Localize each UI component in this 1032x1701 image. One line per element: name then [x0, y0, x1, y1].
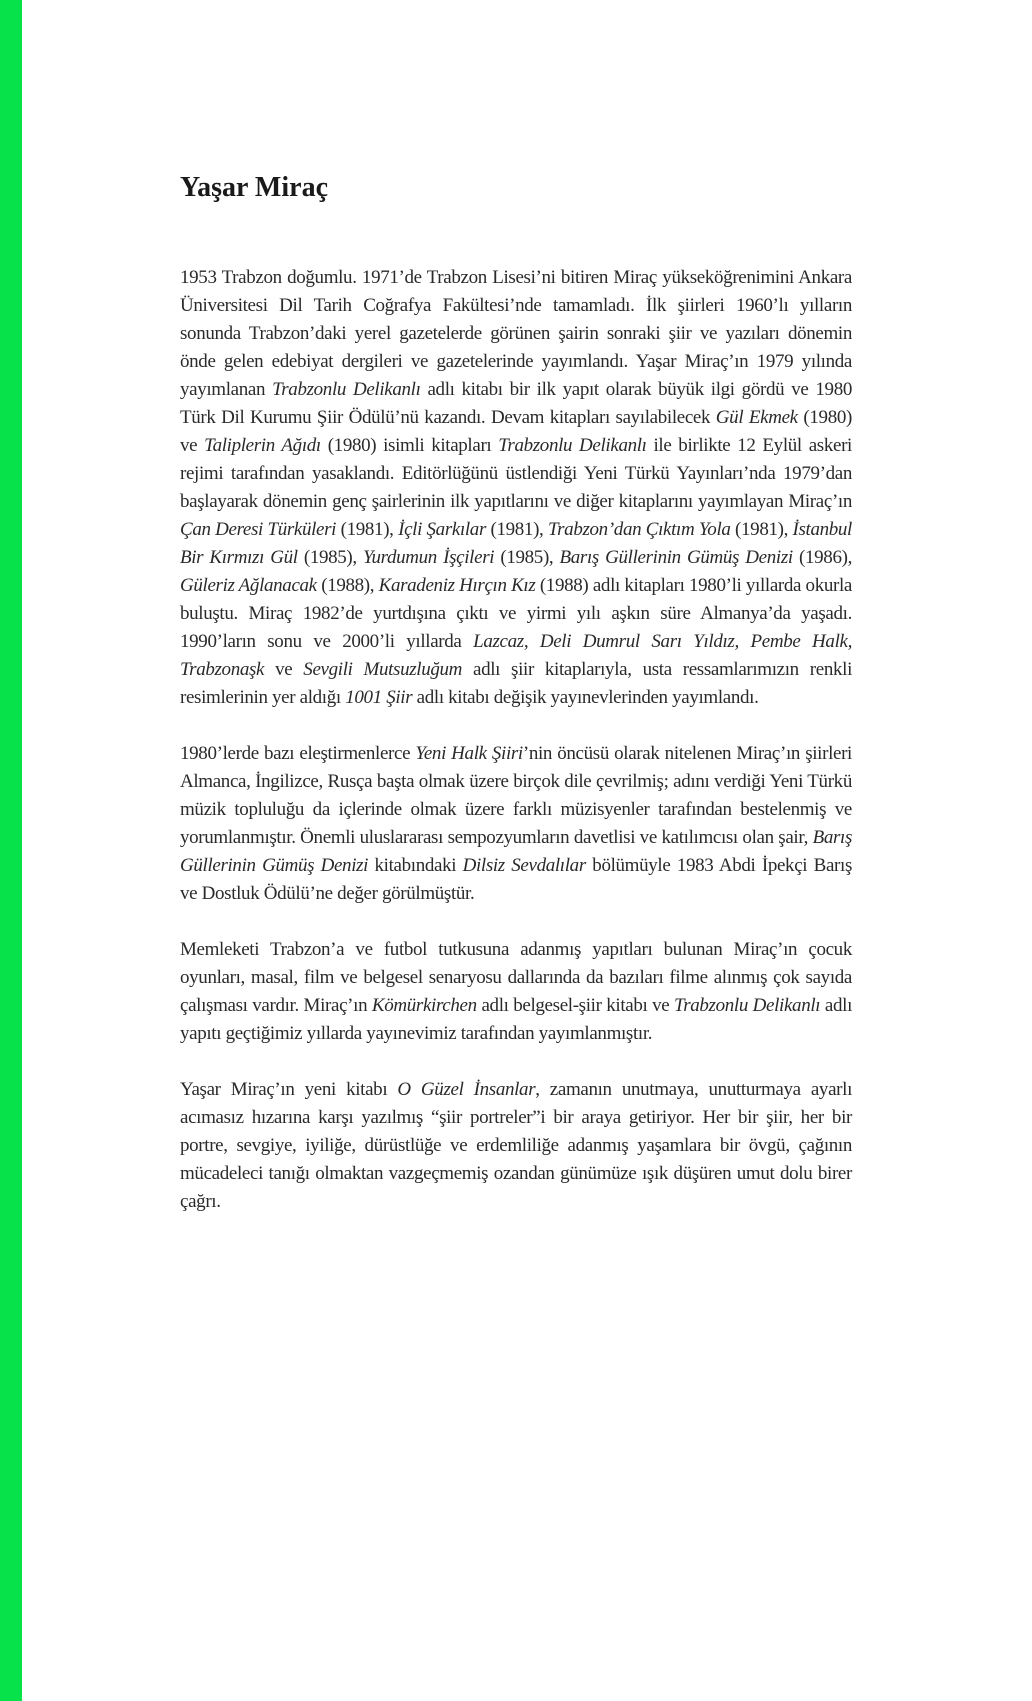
bio-paragraph-1	[180, 264, 852, 712]
author-name-heading: Yaşar Miraç	[180, 172, 328, 203]
book-title: Barış Güllerinin Gümüş Denizi	[559, 547, 793, 568]
book-title: Barış Güllerinin Gümüş Denizi	[180, 827, 852, 876]
text-run: adlı kitabı değişik yayınevlerinden yayımlandı.	[412, 687, 759, 708]
book-title: Yeni Halk Şiiri	[415, 743, 523, 764]
book-title: Taliplerin Ağıdı	[204, 435, 321, 456]
text-run: (1981),	[336, 519, 399, 540]
text-run: kitabındaki	[368, 855, 463, 876]
bio-paragraph-2	[180, 740, 852, 908]
author-bio-page	[180, 172, 852, 1244]
book-title: Yurdumun İşçileri	[363, 547, 495, 568]
book-title: Çan Deresi Türküleri	[180, 519, 337, 540]
bio-paragraph-4	[180, 1076, 852, 1216]
book-title: Trabzonlu Delikanlı	[674, 995, 821, 1016]
text-run: (1980) isimli kitapları	[320, 435, 499, 456]
biography-text	[180, 264, 852, 1216]
text-run: Memleketi Trabzon’a ve futbol tutkusuna adanmış yapıtları bulunan Miraç’ın çocuk oyunları, masal, film ve belgesel senaryosu dallarında da bazıları filme alınmış çok sayıda çalışması vardır. Miraç’ın	[180, 939, 852, 1016]
text-run: (1981),	[486, 519, 548, 540]
book-title: Güleriz Ağlanacak	[180, 575, 317, 596]
text-run: bölümüyle 1983 Abdi İpekçi Barış ve Dostluk Ödülü’ne değer görülmüştür.	[180, 855, 852, 904]
book-title: Lazcaz, Deli Dumrul Sarı Yıldız, Pembe Halk, Trabzonaşk	[180, 631, 852, 680]
book-title: İstanbul Bir Kırmızı Gül	[180, 519, 852, 568]
text-run: ’nin öncüsü olarak nitelenen Miraç’ın şiirleri Almanca, İngilizce, Rusça başta olmak üzere birçok dile çevrilmiş; adını verdiği Yeni Türkü müzik topluluğu da içlerinde olmak üzere farklı müzisyenler tarafından bestelenmiş ve yorumlanmıştır. Önemli uluslararası sempozyumların davetlisi ve katılımcısı olan şair,	[180, 743, 852, 848]
text-run: (1988) adlı kitapları 1980’li yıllarda okurla buluştu. Miraç 1982’de yurtdışına çıktı ve yirmi yılı aşkın süre Almanya’da yaşadı. 1990’ların sonu ve 2000’li yıllarda	[180, 575, 852, 652]
book-title: Trabzon’dan Çıktım Yola	[547, 519, 731, 540]
book-title: Karadeniz Hırçın Kız	[378, 575, 536, 596]
text-run: (1986),	[792, 547, 852, 568]
book-title: Kömürkirchen	[371, 995, 477, 1016]
green-page-edge	[0, 0, 22, 1701]
text-run: (1985),	[297, 547, 364, 568]
text-run: ile birlikte 12 Eylül askeri rejimi tarafından yasaklandı. Editörlüğünü üstlendiği Yeni Türkü Yayınları’nda 1979’dan başlayarak dönemin genç şairlerinin ilk yapıtlarını ve diğer kitaplarını yayımlayan Miraç’ın	[180, 435, 852, 512]
text-run: adlı belgesel-şiir kitabı ve	[476, 995, 675, 1016]
text-run: adlı yapıtı geçtiğimiz yıllarda yayınevimiz tarafından yayımlanmıştır.	[180, 995, 852, 1044]
text-run: (1988),	[316, 575, 379, 596]
book-title: Gül Ekmek	[715, 407, 798, 428]
book-title: 1001 Şiir	[345, 687, 413, 708]
text-run: (1981),	[730, 519, 793, 540]
text-run: (1985),	[494, 547, 560, 568]
book-title: Sevgili Mutsuzluğum	[303, 659, 463, 680]
text-run: 1980’lerde bazı eleştirmenlerce	[180, 743, 416, 764]
text-run: ve	[264, 659, 304, 680]
text-run: adlı şiir kitaplarıyla, usta ressamlarımızın renkli resimlerinin yer aldığı	[180, 659, 852, 708]
book-title: İçli Şarkılar	[398, 519, 486, 540]
text-run: , zamanın unutmaya, unutturmaya ayarlı acımasız hızarına karşı yazılmış “şiir portreler”i bir araya getiriyor. Her bir şiir, her bir portre, sevgiye, iyiliğe, dürüstlüğe ve erdemliliğe adanmış yaşamlara bir övgü, çağının mücadeleci tanığı olmaktan vazgeçmemiş ozandan günümüze ışık düşüren umut dolu birer çağrı.	[180, 1079, 852, 1212]
book-title: Trabzonlu Delikanlı	[498, 435, 647, 456]
text-run: 1953 Trabzon doğumlu. 1971’de Trabzon Lisesi’ni bitiren Miraç yükseköğrenimini Ankara Üniversitesi Dil Tarih Coğrafya Fakültesi’nde tamamladı. İlk şiirleri 1960’lı yılların sonunda Trabzon’daki yerel gazetelerde görünen şairin sonraki şiir ve yazıları dönemin önde gelen edebiyat dergileri ve gazetelerinde yayımlandı. Yaşar Miraç’ın 1979 yılında yayımlanan	[180, 267, 852, 400]
text-run: (1980) ve	[180, 407, 852, 456]
book-title: Trabzonlu Delikanlı	[272, 379, 421, 400]
bio-paragraph-3	[180, 936, 852, 1048]
text-run: Yaşar Miraç’ın yeni kitabı	[180, 1079, 398, 1100]
book-title: O Güzel İnsanlar	[397, 1079, 536, 1100]
book-title: Dilsiz Sevdalılar	[462, 855, 586, 876]
text-run: adlı kitabı bir ilk yapıt olarak büyük ilgi gördü ve 1980 Türk Dil Kurumu Şiir Ödülü’nü kazandı. Devam kitapları sayılabilecek	[180, 379, 852, 428]
